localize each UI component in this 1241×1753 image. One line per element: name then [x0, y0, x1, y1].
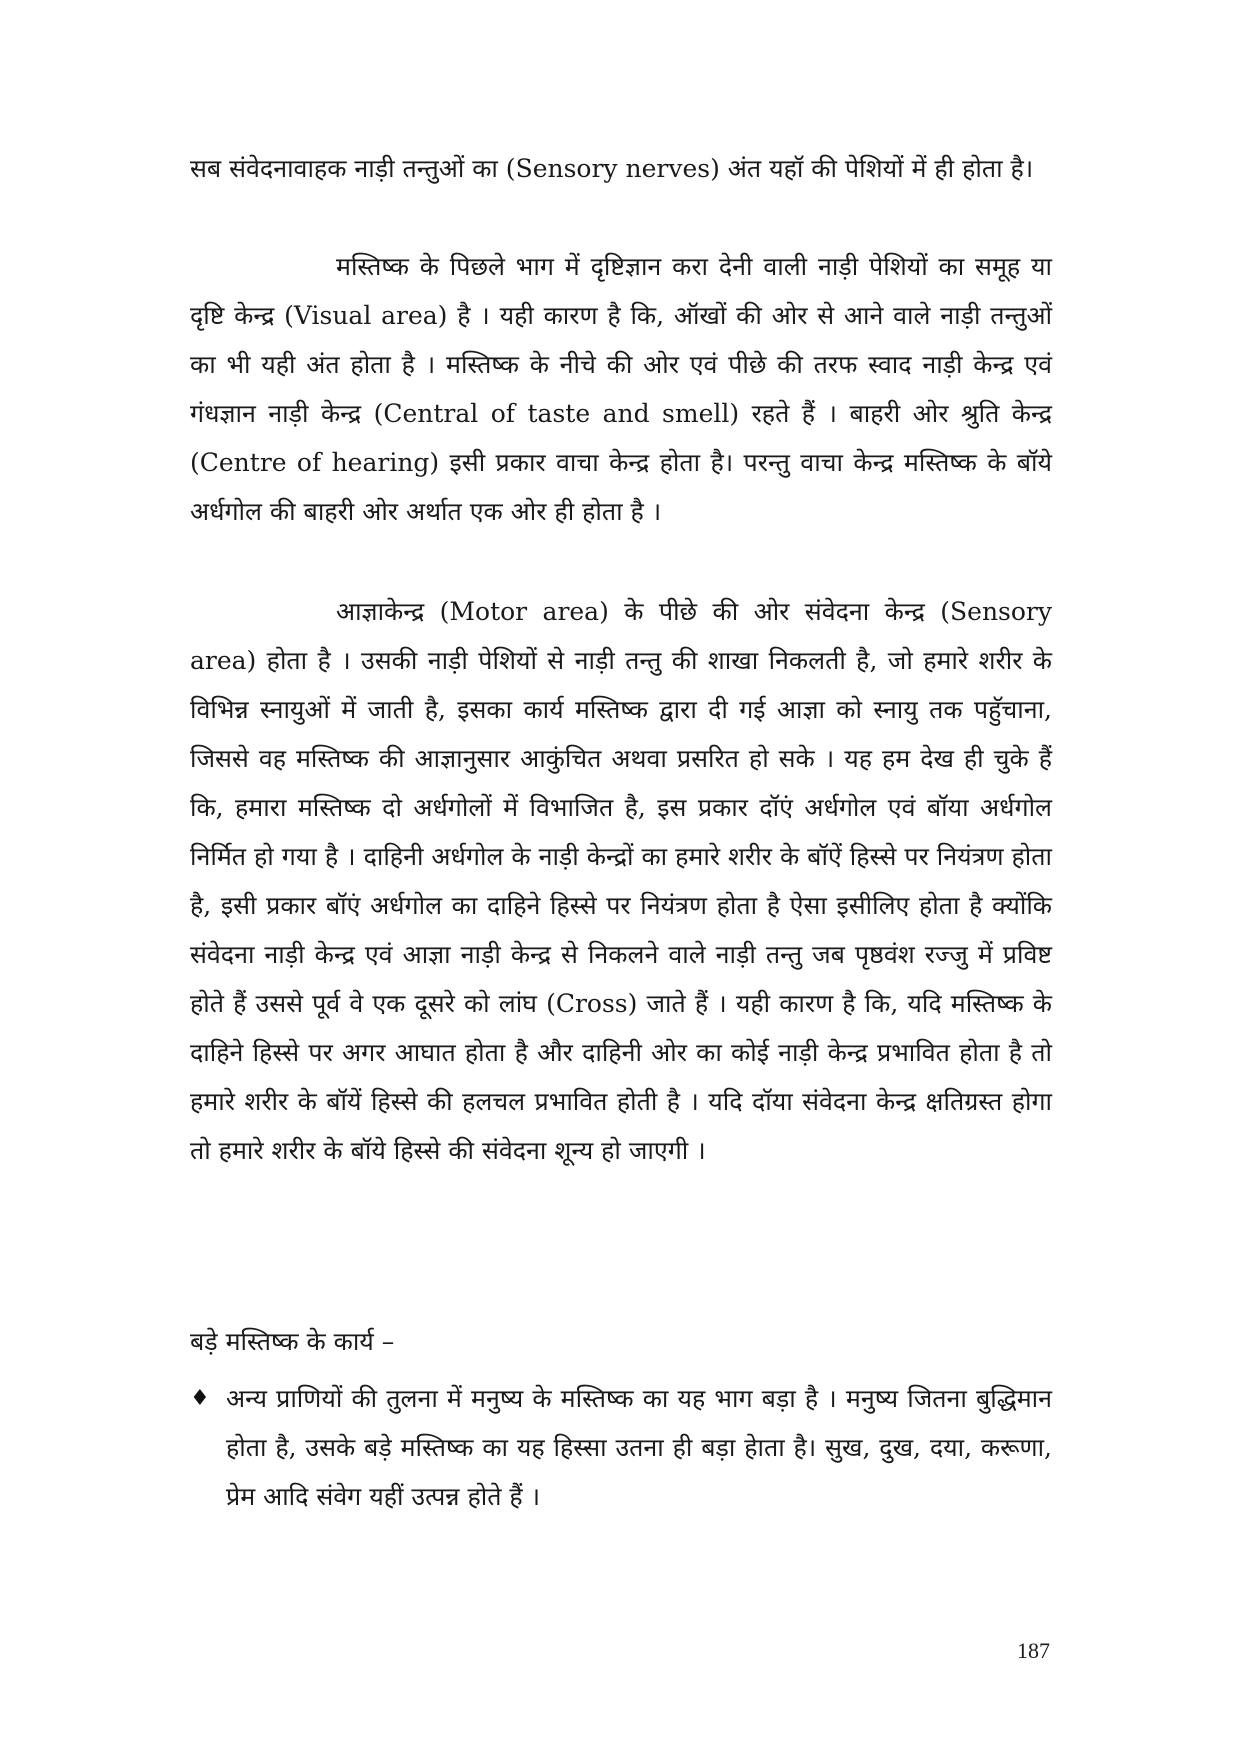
paragraph-visual-area: मस्तिष्क के पिछले भाग में दृष्टिज्ञान करा देनी वाली नाड़ी पेशियों का समूह या दृष्टि केन्द्र (Visual area) है । यही कारण है कि, ऑखों की ओर से आने वाले नाड़ी तन्तुओं का भी यही अंत होता है । मस्तिष्क के नीचे की ओर एवं पीछे की तरफ स्वाद नाड़ी केन्द्र एवं गंधज्ञान नाड़ी केन्द्र (Central of taste and smell) रहते हैं । बाहरी ओर श्रुति केन्द्र (Centre of hearing) इसी प्रकार वाचा केन्द्र होता है। परन्तु वाचा केन्द्र मस्तिष्क के बॉये अर्धगोल की बाहरी ओर अर्थात एक ओर ही होता है ।: [190, 252, 1052, 526]
diamond-bullet-icon: ♦: [190, 1386, 210, 1411]
paragraph-sensory-area: आज्ञाकेन्द्र (Motor area) के पीछे की ओर संवेदना केन्द्र (Sensory area) होता है । उसकी नाड़ी पेशियों से नाड़ी तन्तु की शाखा निकलती है, जो हमारे शरीर के विभिन्न स्नायुओं में जाती है, इसका कार्य मस्तिष्क द्वारा दी गई आज्ञा को स्नायु तक पहुॅचाना, जिससे वह मस्तिष्क की आज्ञानुसार आकुंचित अथवा प्रसरित हो सके । यह हम देख ही चुके हैं कि, हमारा मस्तिष्क दो अर्धगोलों में विभाजित है, इस प्रकार दॉएं अर्धगोल एवं बॉया अर्धगोल निर्मित हो गया है । दाहिनी अर्धगोल के नाड़ी केन्द्रों का हमारे शरीर के बॉऐं हिस्से पर नियंत्रण होता है, इसी प्रकार बॉएं अर्धगोल का दाहिने हिस्से पर नियंत्रण होता है ऐसा इसीलिए होता है क्योंकि संवेदना नाड़ी केन्द्र एवं आज्ञा नाड़ी केन्द्र से निकलने वाले नाड़ी तन्तु जब पृष्ठवंश रज्जु में प्रविष्ट होते हैं उससे पूर्व वे एक दूसरे को लांघ (Cross) जाते हैं । यही कारण है कि, यदि मस्तिष्क के दाहिने हिस्से पर अगर आघात होता है और दाहिनी ओर का कोई नाड़ी केन्द्र प्रभावित होता है तो हमारे शरीर के बॉयें हिस्से की हलचल प्रभावित होती है । यदि दॉया संवेदना केन्द्र क्षतिग्रस्त होगा तो हमारे शरीर के बॉये हिस्से की संवेदना शून्य हो जाएगी ।: [190, 597, 1052, 1165]
page-number: 187: [1017, 1638, 1050, 1663]
paragraph-sensory-nerves: सब संवेदनावाहक नाड़ी तन्तुओं का (Sensory nerves) अंत यहॉ की पेशियों में ही होता है।: [190, 154, 1034, 183]
list-item: [190, 1374, 1052, 1521]
list-item-text: अन्य प्राणियों की तुलना में मनुष्य के मस्तिष्क का यह भाग बड़ा है । मनुष्य जितना बुद्धिमान होता है, उसके बड़े मस्तिष्क का यह हिस्सा उतना ही बड़ा हेाता है। सुख, दुख, दया, करूणा, प्रेम आदि संवेग यहीं उत्पन्न होते हैं ।: [226, 1384, 1052, 1511]
section-heading: बड़े मस्तिष्क के कार्य –: [190, 1327, 395, 1356]
